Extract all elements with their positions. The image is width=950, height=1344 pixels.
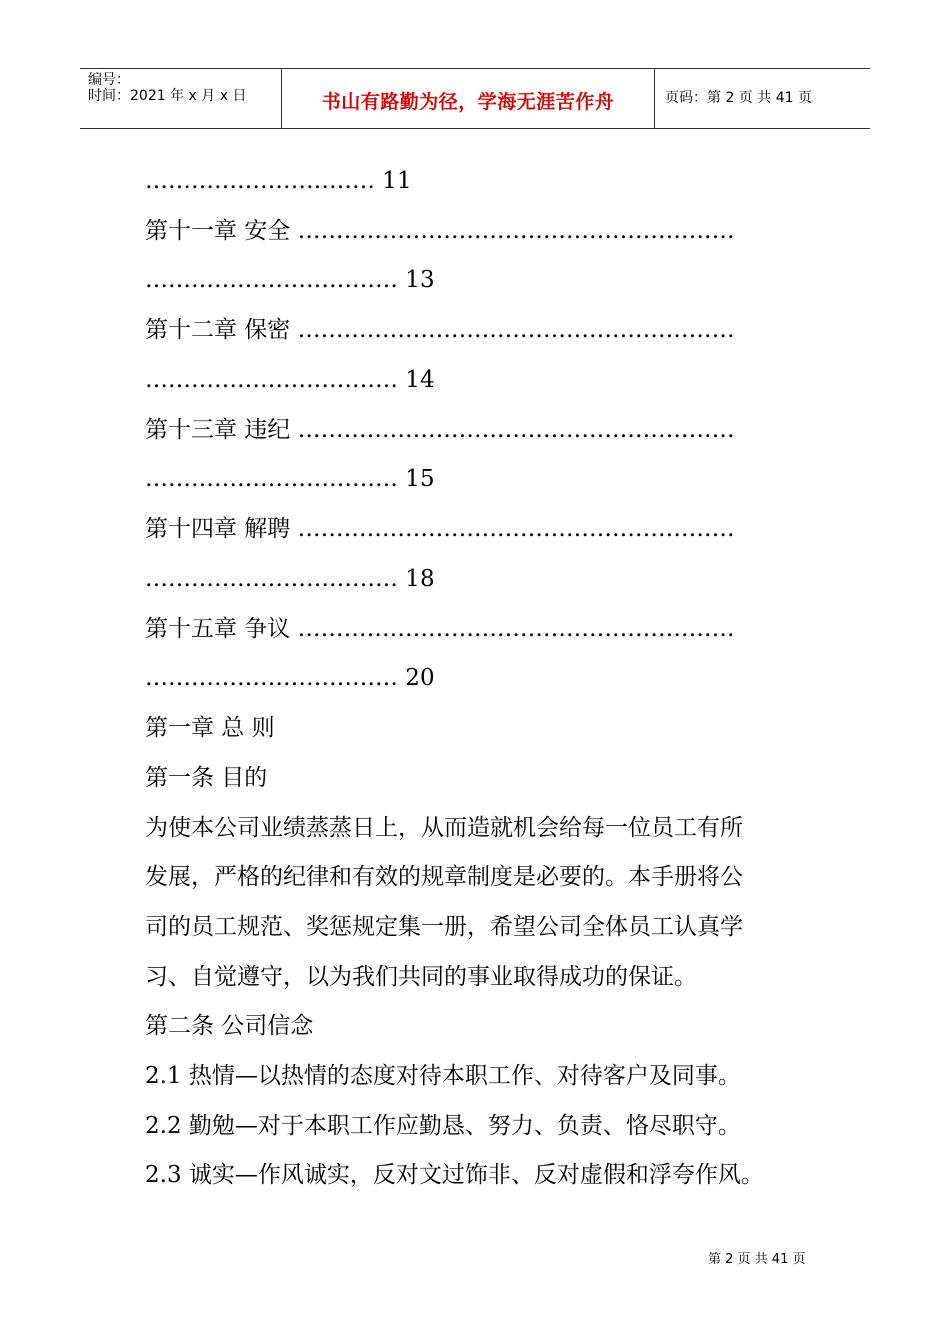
toc-entry-title: 第十一章 安全 ………………………………………………… [145,218,735,244]
paragraph-line: 发展，严格的纪律和有效的规章制度是必要的。本手册将公 [145,864,743,890]
header-page-cell [655,69,870,128]
header-meta-cell [80,69,282,128]
toc-entry-leader: ………………………… 11 [145,168,412,194]
toc-entry-leader: …………………………… 15 [145,466,435,492]
paragraph-line: 为使本公司业绩蒸蒸日上，从而造就机会给每一位员工有所 [145,815,743,841]
list-item: 2.3 诚实—作风诚实，反对文过饰非、反对虚假和浮夸作风。 [145,1162,764,1188]
list-item: 2.1 热情—以热情的态度对待本职工作、对待客户及同事。 [145,1063,741,1089]
article-heading: 第二条 公司信念 [145,1013,314,1039]
footer-page-number: 第 2 页 共 41 页 [708,1252,806,1267]
toc-entry-title: 第十二章 保密 ………………………………………………… [145,317,735,343]
header-motto: 书山有路勤为径，学海无涯苦作舟 [321,91,615,113]
toc-entry-title: 第十三章 违纪 ………………………………………………… [145,417,735,443]
toc-entry-title: 第十四章 解聘 ………………………………………………… [145,516,735,542]
article-heading: 第一条 目的 [145,765,268,791]
page-header [80,68,870,129]
paragraph-line: 习、自觉遵守，以为我们共同的事业取得成功的保证。 [145,964,697,990]
document-date: 时间：2021 年 x 月 x 日 [88,88,247,104]
toc-entry-leader: …………………………… 13 [145,267,435,293]
paragraph-line: 司的员工规范、奖惩规定集一册，希望公司全体员工认真学 [145,914,743,940]
header-motto-cell [282,69,655,128]
toc-entry-title: 第十五章 争议 ………………………………………………… [145,616,735,642]
toc-entry-leader: …………………………… 14 [145,367,435,393]
document-number: 编号： [88,72,130,88]
list-item: 2.2 勤勉—对于本职工作应勤恳、努力、负责、恪尽职守。 [145,1113,741,1139]
toc-entry-leader: …………………………… 18 [145,566,435,592]
header-page-number: 页码：第 2 页 共 41 页 [665,90,812,106]
chapter-heading: 第一章 总 则 [145,715,275,741]
toc-entry-leader: …………………………… 20 [145,665,435,691]
